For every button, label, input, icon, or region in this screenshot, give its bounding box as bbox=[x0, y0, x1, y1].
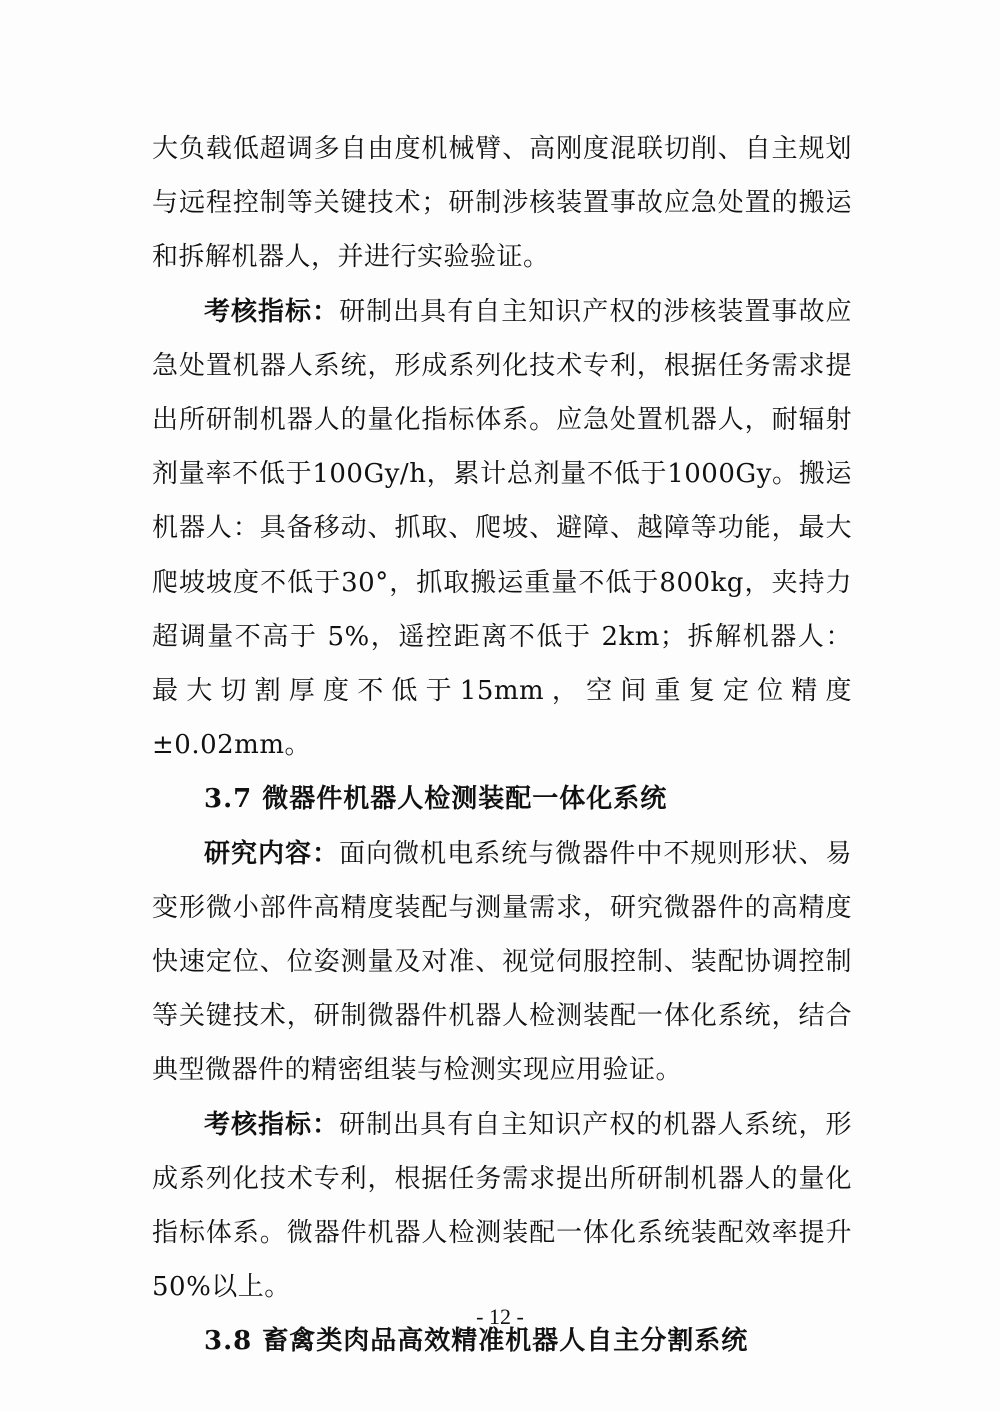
paragraph-label: 考核指标： bbox=[204, 1109, 340, 1140]
paragraph-text: 研制出具有自主知识产权的涉核装置事故应急处置机器人系统，形成系列化技术专利，根据任务需求提出所研制机器人的量化指标体系。应急处置机器人，耐辐射剂量率不低于100Gy/h，累计总剂量不低于1000Gy。搬运机器人：具备移动、抓取、爬坡、避障、越障等功能，最大爬坡坡度不低于30°，抓取搬运重量不低于800kg，夹持力超调量不高于 5%，遥控距离不低于 2km；拆解机器人：最大切割厚度不低于15mm，空间重复定位精度±0.02mm。 bbox=[152, 296, 852, 761]
paragraph-label: 研究内容： bbox=[204, 838, 340, 869]
section-heading-3-8: 3.8 畜禽类肉品高效精准机器人自主分割系统 bbox=[204, 1326, 749, 1357]
paragraph-assessment-indicators-1 bbox=[152, 285, 852, 773]
paragraph-assessment-indicators-2 bbox=[152, 1098, 852, 1315]
paragraph-research-content bbox=[152, 827, 852, 1098]
paragraph-label: 考核指标： bbox=[204, 296, 340, 327]
page-body bbox=[152, 122, 852, 1369]
page-number: - 12 - bbox=[476, 1304, 524, 1329]
paragraph-continuation bbox=[152, 122, 852, 285]
paragraph-text: 面向微机电系统与微器件中不规则形状、易变形微小部件高精度装配与测量需求，研究微器件的高精度快速定位、位姿测量及对准、视觉伺服控制、装配协调控制等关键技术，研制微器件机器人检测装配一体化系统，结合典型微器件的精密组装与检测实现应用验证。 bbox=[152, 838, 852, 1086]
section-heading-3-7: 3.7 微器件机器人检测装配一体化系统 bbox=[204, 784, 668, 815]
paragraph-text: 大负载低超调多自由度机械臂、高刚度混联切削、自主规划与远程控制等关键技术；研制涉核装置事故应急处置的搬运和拆解机器人，并进行实验验证。 bbox=[152, 134, 852, 273]
paragraph-text: 研制出具有自主知识产权的机器人系统，形成系列化技术专利，根据任务需求提出所研制机器人的量化指标体系。微器件机器人检测装配一体化系统装配效率提升50%以上。 bbox=[152, 1109, 852, 1303]
